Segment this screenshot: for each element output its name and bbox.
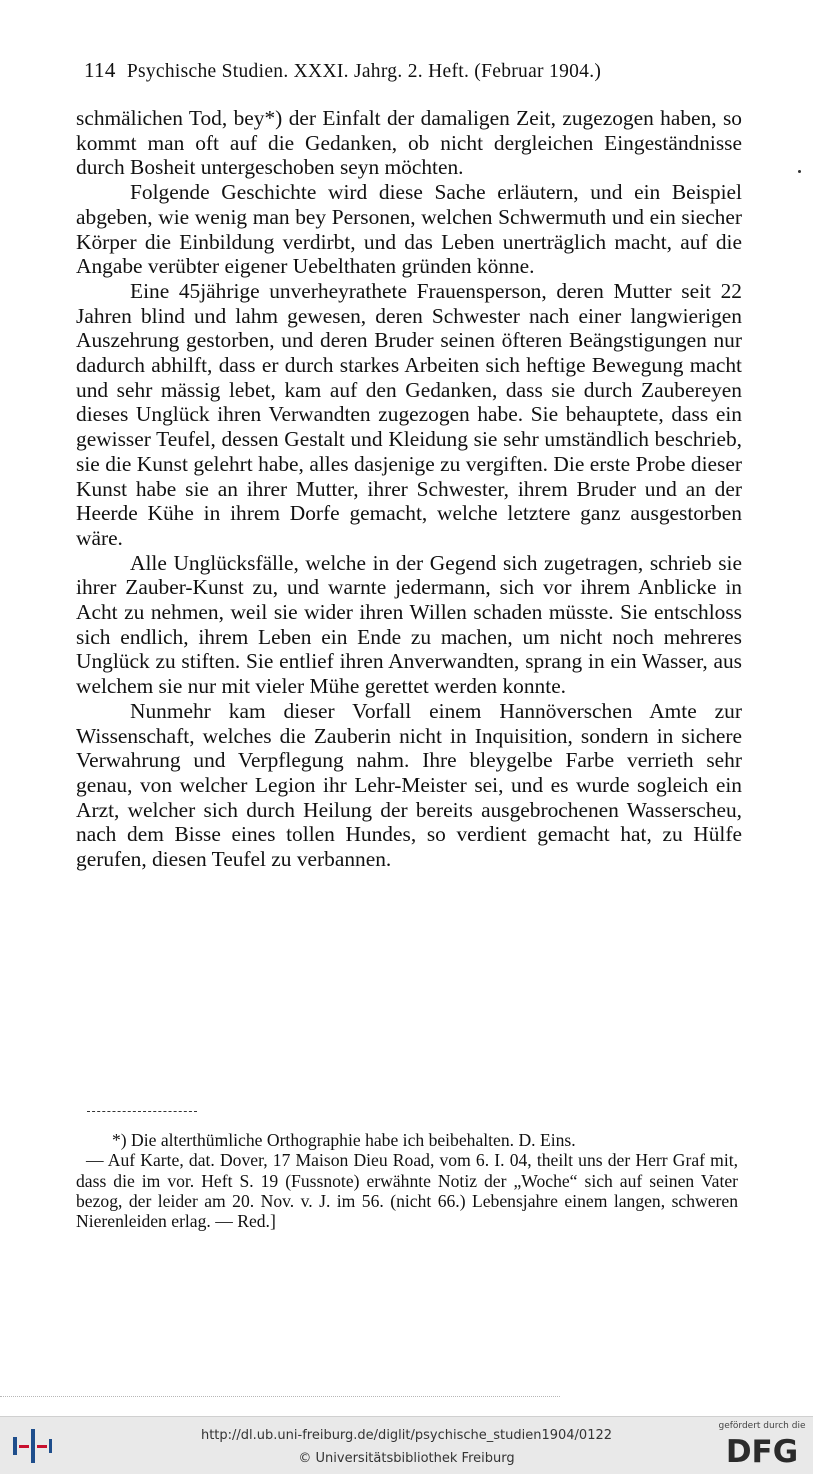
- viewer-footer: [0, 1416, 813, 1474]
- paragraph-2: Folgende Geschichte wird diese Sache erläutern, und ein Beispiel abgeben, wie wenig man bey Personen, welchen Schwermuth und ein siecher Körper die Einbildung verdirbt, und das Leben unerträglich macht, auf die Angabe verübter eigener Uebelthaten gründen könne.: [76, 180, 742, 279]
- footnote-2: — Auf Karte, dat. Dover, 17 Maison Dieu Road, vom 6. I. 04, theilt uns der Herr Graf mit, dass die im vor. Heft S. 19 (Fussnote) erwähnte Notiz der „Woche“ sich auf seinen Vater bezog, der leider am 20. Nov. v. J. im 56. (nicht 66.) Lebensjahre einem langen, schweren Nierenleiden erlag. — Red.]: [76, 1150, 738, 1232]
- permalink-url[interactable]: http://dl.ub.uni-freiburg.de/diglit/psychische_studien1904/0122: [200, 1428, 613, 1443]
- scan-speck: [798, 170, 801, 173]
- running-head: [84, 58, 704, 83]
- paragraph-3: Eine 45jährige unverheyrathete Frauensperson, deren Mutter seit 22 Jahren blind und lahm gewesen, deren Schwester nach einer langwierigen Auszehrung gestorben, und deren Bruder seinen öfteren Beängstigungen nur dadurch abhilft, dass er durch starkes Arbeiten sich heftige Bewegung macht und sehr mässig lebet, kam auf den Gedanken, dass sie durch Zaubereyen dieses Unglück ihren Verwandten zugezogen habe. Sie behauptete, dass ein gewisser Teufel, dessen Gestalt und Kleidung sie sehr umständlich beschrieb, sie die Kunst gelehrt habe, alles dasjenige zu vergiften. Die erste Probe dieser Kunst habe sie an ihrer Mutter, ihrer Schwester, ihrem Bruder und an der Heerde Kühe in ihrem Dorfe gemacht, welche letztere ganz ausgestorben wäre.: [76, 278, 742, 550]
- paragraph-4: Alle Unglücksfälle, welche in der Gegend sich zugetragen, schrieb sie ihrer Zauber-Kunst zu, und warnte jedermann, sich vor ihrem Anblicke in Acht zu nehmen, weil sie wider ihren Willen schaden müsste. Sie entschloss sich endlich, ihrem Leben ein Ende zu machen, um nicht noch mehreres Unglück zu stiften. Sie entlief ihren Anverwandten, sprang in ein Wasser, aus welchem sie nur mit vieler Mühe gerettet werden konnte.: [76, 550, 742, 699]
- body-text: [76, 106, 742, 872]
- footnotes: [76, 1130, 738, 1231]
- dfg-logo-icon: [718, 1433, 806, 1467]
- copyright-notice: © Universitätsbibliothek Freiburg: [298, 1451, 515, 1466]
- footnote-rule: [87, 1111, 197, 1112]
- dfg-caption: gefördert durch die: [718, 1421, 806, 1431]
- scan-edge-artifact: [0, 1396, 560, 1409]
- paragraph-1: schmälichen Tod, bey*) der Einfalt der damaligen Zeit, zugezogen haben, so kommt man oft auf die Gedanken, ob nicht dergleichen Eingeständnisse durch Bosheit untergeschoben seyn möchten.: [76, 106, 742, 180]
- paragraph-5: Nunmehr kam dieser Vorfall einem Hannöverschen Amte zur Wissenschaft, welches die Zauberin nicht in Inquisition, sondern in sichere Verwahrung und Verpflegung nahm. Ihre bleygelbe Farbe verrieth sehr genau, von welcher Legion ihr Lehr-Meister sei, und es wurde sogleich ein Arzt, welcher sich durch Heilung der bereits ausgebrochenen Wasserscheu, nach dem Bisse eines tollen Hundes, so verdient gemacht hat, zu Hülfe gerufen, diesen Teufel zu verbannen.: [76, 698, 742, 872]
- dfg-funding-badge[interactable]: [716, 1421, 808, 1471]
- running-title: Psychische Studien. XXXI. Jahrg. 2. Heft. (Februar 1904.): [126, 61, 602, 82]
- footnote-1: *) Die alterthümliche Orthographie habe ich beibehalten. D. Eins.: [112, 1130, 576, 1150]
- dfg-logo-text: DFG: [725, 1434, 799, 1467]
- page-number: 114: [84, 58, 116, 82]
